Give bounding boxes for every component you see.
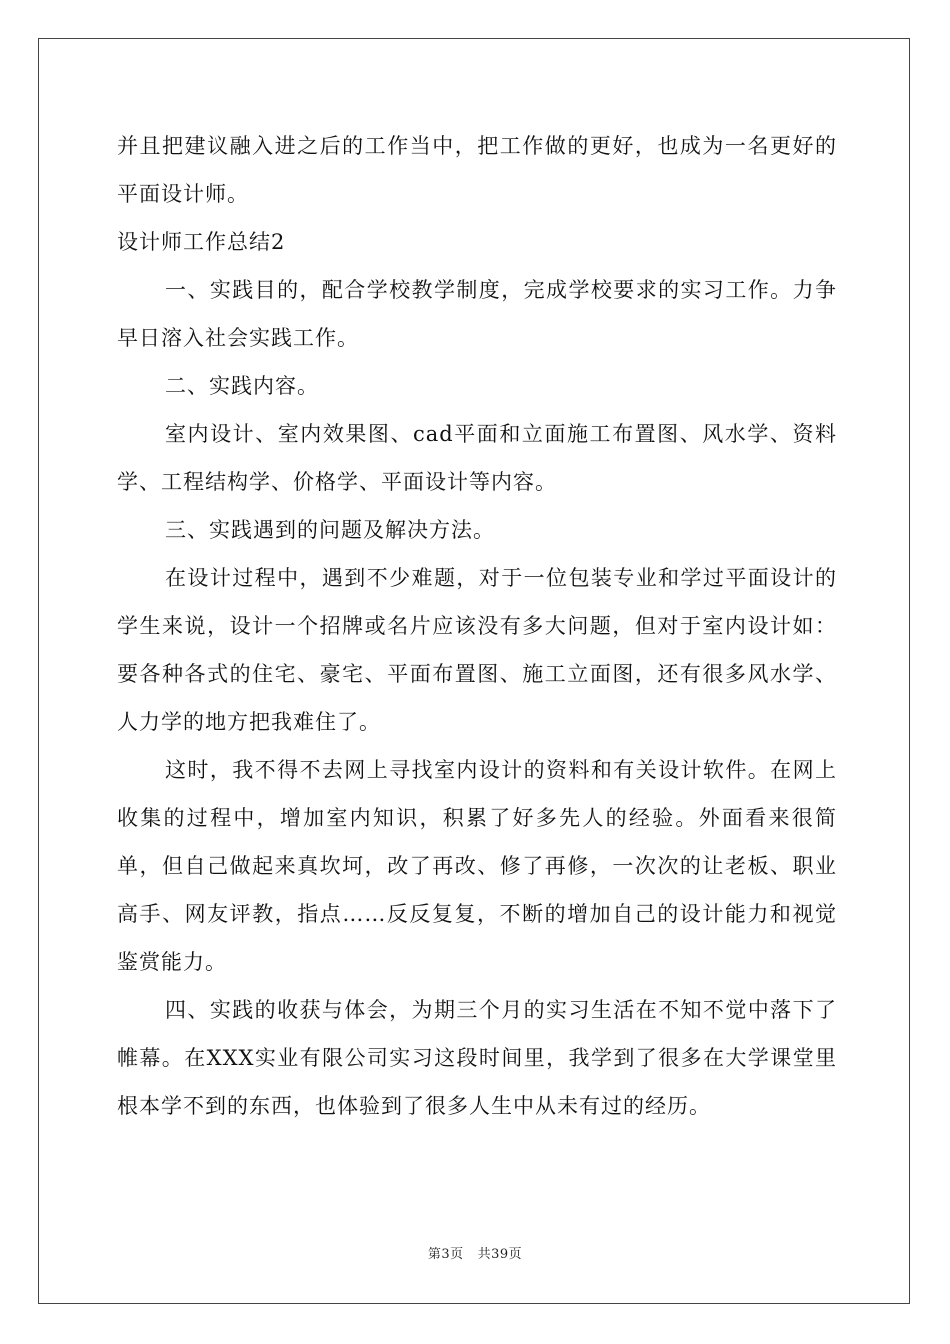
paragraph-online-research: 这时，我不得不去网上寻找室内设计的资料和有关设计软件。在网上收集的过程中，增加室内知识，积累了好多先人的经验。外面看来很简单，但自己做起来真坎坷，改了再改、修了再修，一次次的让老板、职业高手、网友评教，指点……反反复复，不断的增加自己的设计能力和视觉鉴赏能力。 bbox=[117, 758, 837, 974]
page-footer bbox=[0, 1243, 950, 1262]
paragraph-practice-purpose: 一、实践目的，配合学校教学制度，完成学校要求的实习工作。力争早日溶入社会实践工作。 bbox=[117, 278, 837, 350]
page-total: 共39页 bbox=[477, 1247, 523, 1262]
paragraph-practice-content: 室内设计、室内效果图、cad平面和立面施工布置图、风水学、资料学、工程结构学、价格学、平面设计等内容。 bbox=[117, 422, 837, 494]
section-heading: 设计师工作总结2 bbox=[117, 230, 286, 254]
paragraph-practice-content-heading: 二、实践内容。 bbox=[165, 374, 319, 398]
paragraph-continuation: 并且把建议融入进之后的工作当中，把工作做的更好，也成为一名更好的平面设计师。 bbox=[117, 134, 837, 206]
page-number: 第3页 bbox=[427, 1247, 464, 1262]
paragraph-gains: 四、实践的收获与体会，为期三个月的实习生活在不知不觉中落下了帷幕。在XXX实业有限公司实习这段时间里，我学到了很多在大学课堂里根本学不到的东西，也体验到了很多人生中从未有过的经历。 bbox=[117, 998, 837, 1118]
paragraph-problems-heading: 三、实践遇到的问题及解决方法。 bbox=[165, 518, 495, 542]
document-body bbox=[117, 122, 837, 1130]
paragraph-design-difficulties: 在设计过程中，遇到不少难题，对于一位包装专业和学过平面设计的学生来说，设计一个招牌或名片应该没有多大问题，但对于室内设计如：要各种各式的住宅、豪宅、平面布置图、施工立面图，还有很多风水学、人力学的地方把我难住了。 bbox=[117, 566, 837, 734]
